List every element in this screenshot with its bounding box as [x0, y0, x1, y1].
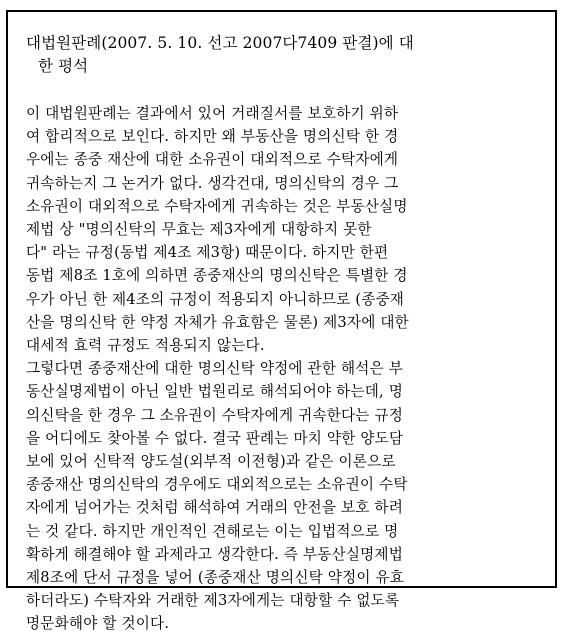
- text-line: 을 어디에도 찾아볼 수 없다. 결국 판례는 마치 약한 양도담: [26, 429, 404, 447]
- text-line: 우에는 종중 재산에 대한 소유권이 대외적으로 수탁자에게: [26, 151, 399, 169]
- text-line: 다" 라는 규정(동법 제4조 제3항) 때문이다. 하지만 한편: [26, 244, 389, 262]
- text-line: 의신탁을 한 경우 그 소유권이 수탁자에게 귀속한다는 규정: [26, 406, 404, 424]
- text-line: 제법 상 "명의신탁의 무효는 제3자에게 대항하지 못한: [26, 221, 372, 239]
- text-line: 확하게 해결해야 할 과제라고 생각한다. 즉 부동산실명제법: [26, 545, 404, 563]
- title-line: 한 평석: [38, 57, 89, 75]
- text-line: 동산실명제법이 아닌 일반 법원리로 해석되어야 하는데, 명: [26, 383, 404, 401]
- paragraph-2: [26, 357, 537, 635]
- text-line: 여 합리적으로 보인다. 하지만 왜 부동산을 명의신탁 한 경: [26, 128, 399, 146]
- text-line: 소유권이 대외적으로 수탁자에게 귀속하는 것은 부동산실명: [26, 197, 408, 215]
- text-line: 보에 있어 신탁적 양도설(외부적 이전형)과 같은 이론으로: [26, 453, 396, 471]
- text-line: 자에게 넘어가는 것처럼 해석하여 거래의 안전을 보호 하려: [26, 499, 404, 517]
- text-line: 이 대법원판례는 결과에서 있어 거래질서를 보호하기 위하: [26, 105, 399, 122]
- text-line: 는 것 같다. 하지만 개인적인 견해로는 이는 입법적으로 명: [26, 522, 399, 540]
- text-line: 하더라도) 수탁자와 거래한 제3자에게는 대항할 수 없도록: [26, 592, 400, 610]
- text-line: 우가 아닌 한 제4조의 규정이 적용되지 아니하므로 (종중재: [26, 290, 405, 308]
- text-line: 대세적 효력 규정도 적용되지 않는다.: [26, 337, 265, 355]
- text-line: 명문화해야 할 것이다.: [26, 615, 170, 633]
- text-line: 산을 명의신탁 한 약정 자체가 유효함은 물론) 제3자에 대한: [26, 313, 409, 331]
- document-frame: [6, 10, 557, 633]
- text-line: 제8조에 단서 규정을 넣어 (종중재산 명의신탁 약정이 유효: [26, 569, 405, 587]
- text-line: 그렇다면 종중재산에 대한 명의신탁 약정에 관한 해석은 부: [26, 360, 404, 378]
- text-line: 동법 제8조 1호에 의하면 종중재산의 명의신탁은 특별한 경: [26, 267, 408, 285]
- text-line: 귀속하는지 그 논거가 없다. 생각건대, 명의신탁의 경우 그: [26, 174, 399, 192]
- paragraph-1: [26, 102, 537, 357]
- document-title: [26, 32, 537, 78]
- title-line: 대법원판례(2007. 5. 10. 선고 2007다7409 판결)에 대: [26, 34, 414, 52]
- text-line: 종중재산 명의신탁의 경우에도 대외적으로는 소유권이 수탁: [26, 476, 408, 494]
